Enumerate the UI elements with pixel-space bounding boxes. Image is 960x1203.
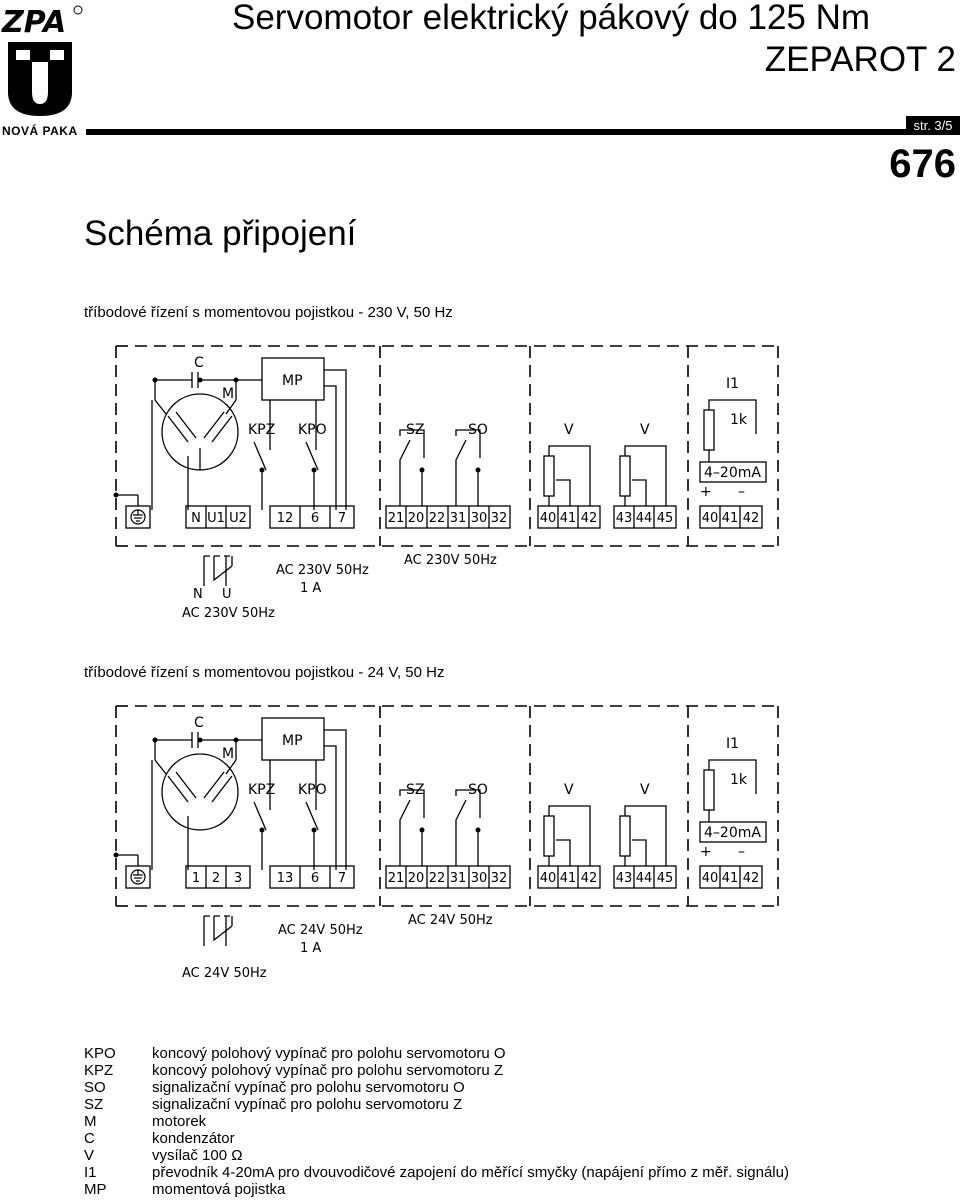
terminal-3: 3 (233, 871, 243, 886)
signal-supply-label: AC 230V 50Hz (404, 553, 497, 568)
v1-label: V (564, 782, 574, 798)
legend-text: signalizační vypínač pro polohu servomotoru O (152, 1079, 465, 1096)
terminal-20: 20 (407, 871, 425, 886)
terminal-31: 31 (449, 511, 467, 526)
terminal-45: 45 (656, 511, 674, 526)
wiring-diagram-230v (0, 330, 960, 630)
minus-label: – (738, 484, 745, 500)
legend-abbr: I1 (84, 1164, 97, 1181)
legend-text: momentová pojistka (152, 1181, 286, 1198)
legend-row (84, 1181, 789, 1198)
legend-row (84, 1147, 789, 1164)
resistor-label: 1k (730, 772, 748, 788)
resistor-label: 1k (730, 412, 748, 428)
sz-label: SZ (406, 422, 425, 438)
sz-label: SZ (406, 782, 425, 798)
terminal-12: 12 (276, 511, 294, 526)
mp-label: MP (282, 733, 303, 749)
terminal-i1-42: 42 (742, 511, 760, 526)
terminal-40: 40 (539, 871, 557, 886)
legend-abbr: V (84, 1147, 95, 1164)
legend-text: kondenzátor (152, 1130, 235, 1147)
supply-n-label: N (193, 587, 203, 602)
motor-label: M (222, 386, 235, 402)
mp-label: MP (282, 373, 303, 389)
terminal-42: 42 (580, 511, 598, 526)
legend-abbr: M (84, 1113, 97, 1130)
terminal-44: 44 (635, 871, 653, 886)
fuse-current-label: 1 A (300, 941, 322, 956)
current-range-label: 4–20mA (704, 825, 761, 841)
terminal-32: 32 (490, 871, 508, 886)
i1-label: I1 (726, 376, 740, 392)
header-rule (86, 129, 960, 135)
fuse-voltage-label: AC 230V 50Hz (276, 563, 369, 578)
legend-abbr: SO (84, 1079, 106, 1096)
terminal-43: 43 (615, 871, 633, 886)
terminal-1: 1 (191, 871, 201, 886)
legend-text: převodník 4-20mA pro dvouvodičové zapojení do měřící smyčky (napájení přímo z měř. signálu) (152, 1164, 789, 1181)
terminal-13: 13 (276, 871, 294, 886)
minus-label: – (738, 844, 745, 860)
terminal-n: N (191, 511, 201, 526)
i1-label: I1 (726, 736, 740, 752)
legend-text: vysílač 100 Ω (152, 1147, 243, 1164)
terminal-22: 22 (428, 871, 446, 886)
v1-label: V (564, 422, 574, 438)
legend-row (84, 1096, 789, 1113)
terminal-32: 32 (490, 511, 508, 526)
terminal-7: 7 (337, 511, 347, 526)
legend-text: koncový polohový vypínač pro polohu servomotoru O (152, 1045, 506, 1062)
legend-row (84, 1130, 789, 1147)
legend-row (84, 1164, 789, 1181)
terminal-i1-41: 41 (721, 871, 739, 886)
current-range-label: 4–20mA (704, 465, 761, 481)
v2-label: V (640, 422, 650, 438)
kpo-label: KPO (298, 422, 327, 438)
capacitor-label: C (194, 715, 204, 731)
terminal-7: 7 (337, 871, 347, 886)
terminal-30: 30 (470, 871, 488, 886)
fuse-voltage-label: AC 24V 50Hz (278, 923, 363, 938)
so-label: SO (468, 782, 488, 798)
legend-row (84, 1062, 789, 1079)
terminal-22: 22 (428, 511, 446, 526)
terminal-i1-40: 40 (701, 511, 719, 526)
terminal-42: 42 (580, 871, 598, 886)
terminal-40: 40 (539, 511, 557, 526)
terminal-u2: U2 (229, 511, 247, 526)
logo-text: ZPA (2, 5, 67, 40)
terminal-6: 6 (310, 871, 320, 886)
logo-subtitle: NOVÁ PAKA (2, 124, 78, 138)
legend-text: signalizační vypínač pro polohu servomotoru Z (152, 1096, 463, 1113)
supply-voltage-label: AC 230V 50Hz (182, 606, 275, 621)
legend-row (84, 1113, 789, 1130)
kpz-label: KPZ (248, 422, 276, 438)
legend-row (84, 1079, 789, 1096)
terminal-44: 44 (635, 511, 653, 526)
capacitor-label: C (194, 355, 204, 371)
legend (84, 1045, 789, 1198)
document-subtitle: ZEPAROT 2 (764, 40, 956, 79)
v2-label: V (640, 782, 650, 798)
terminal-21: 21 (387, 871, 405, 886)
supply-u-label: U (222, 587, 232, 602)
zpa-logo (0, 0, 86, 124)
legend-abbr: SZ (84, 1096, 104, 1113)
document-number: 676 (889, 142, 956, 186)
plus-label: + (700, 484, 712, 500)
supply-voltage-label: AC 24V 50Hz (182, 966, 267, 981)
legend-text: motorek (152, 1113, 207, 1130)
terminal-i1-41: 41 (721, 511, 739, 526)
kpz-label: KPZ (248, 782, 276, 798)
section-title: Schéma připojení (84, 214, 357, 253)
terminal-2: 2 (211, 871, 221, 886)
wiring-diagram-24v (0, 690, 960, 990)
diagram-2-subtitle: tříbodové řízení s momentovou pojistkou - 24 V, 50 Hz (84, 664, 445, 681)
terminal-43: 43 (615, 511, 633, 526)
legend-abbr: KPZ (84, 1062, 114, 1079)
terminal-6: 6 (310, 511, 320, 526)
document-title: Servomotor elektrický pákový do 125 Nm (232, 0, 871, 37)
fuse-current-label: 1 A (300, 581, 322, 596)
diagram-1-subtitle: tříbodové řízení s momentovou pojistkou - 230 V, 50 Hz (84, 304, 453, 321)
terminal-31: 31 (449, 871, 467, 886)
legend-abbr: MP (84, 1181, 107, 1198)
terminal-20: 20 (407, 511, 425, 526)
terminal-45: 45 (656, 871, 674, 886)
terminal-21: 21 (387, 511, 405, 526)
terminal-u1: U1 (207, 511, 225, 526)
motor-label: M (222, 746, 235, 762)
legend-row (84, 1045, 789, 1062)
terminal-41: 41 (559, 871, 577, 886)
terminal-41: 41 (559, 511, 577, 526)
page-indicator: str. 3/5 (906, 116, 960, 135)
plus-label: + (700, 844, 712, 860)
terminal-i1-42: 42 (742, 871, 760, 886)
legend-abbr: C (84, 1130, 95, 1147)
legend-abbr: KPO (84, 1045, 116, 1062)
terminal-i1-40: 40 (701, 871, 719, 886)
legend-text: koncový polohový vypínač pro polohu servomotoru Z (152, 1062, 504, 1079)
signal-supply-label: AC 24V 50Hz (408, 913, 493, 928)
terminal-30: 30 (470, 511, 488, 526)
so-label: SO (468, 422, 488, 438)
kpo-label: KPO (298, 782, 327, 798)
